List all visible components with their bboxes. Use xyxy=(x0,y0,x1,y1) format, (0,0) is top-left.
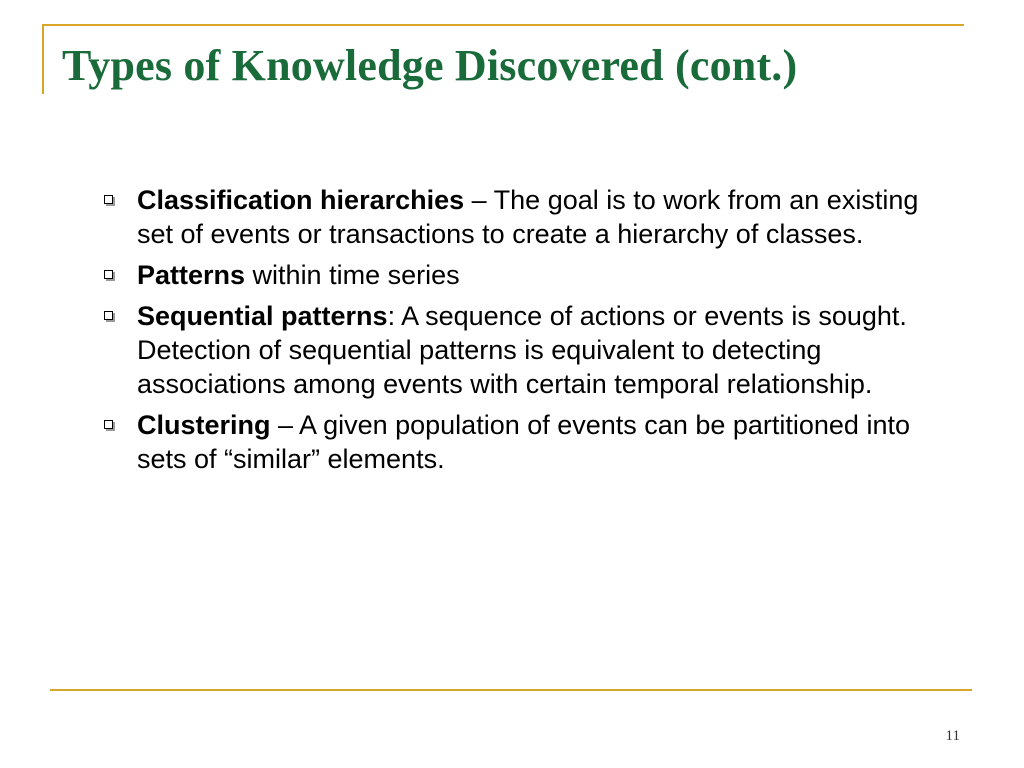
square-bullet-icon xyxy=(104,420,113,429)
slide-title: Types of Knowledge Discovered (cont.) xyxy=(62,41,798,90)
bullet-item-sequential-patterns xyxy=(100,299,960,401)
bullet-text: : A sequence of actions or events is sought. Detection of sequential patterns is equivalent to detecting associations among events with certain temporal relationship. xyxy=(137,301,907,399)
square-bullet-icon xyxy=(104,195,113,204)
bullet-item-classification-hierarchies xyxy=(100,183,960,251)
bullet-item-clustering xyxy=(100,408,960,476)
bullet-text: – The goal is to work from an existing set of events or transactions to create a hierarchy of classes. xyxy=(137,185,919,249)
page-number: 11 xyxy=(945,728,960,744)
square-bullet-icon xyxy=(104,311,113,320)
bullet-term: Patterns xyxy=(137,260,246,290)
bullet-term: Clustering xyxy=(137,410,271,440)
bullet-list xyxy=(100,183,960,483)
bullet-text: within time series xyxy=(245,260,460,290)
square-bullet-icon xyxy=(104,270,113,279)
title-frame-top-rule xyxy=(42,24,964,26)
footer-rule xyxy=(50,689,972,691)
bullet-item-patterns xyxy=(100,258,960,292)
title-frame-left-rule xyxy=(42,24,44,94)
bullet-term: Classification hierarchies xyxy=(137,185,465,215)
bullet-term: Sequential patterns xyxy=(137,301,388,331)
bullet-text: – A given population of events can be partitioned into sets of “similar” elements. xyxy=(137,410,910,474)
